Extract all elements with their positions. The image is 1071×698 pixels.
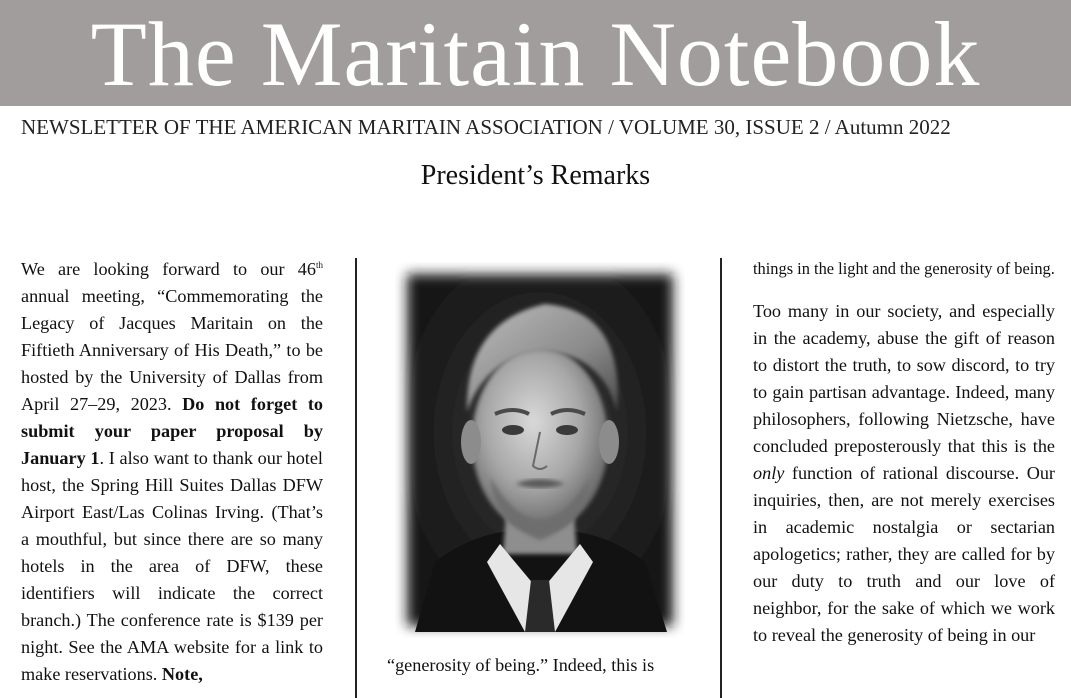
right-paragraph-1: things in the light and the generosity of being.: [753, 259, 1055, 278]
right-paragraph-2: [753, 298, 1055, 649]
left-text-3: . I also want to thank our hotel host, the Spring Hill Suites Dallas DFW Airport East/Las Colinas Irving. (That’s a mouthful, but since there are so many hotels in the area of DFW, these identifiers will indicate the correct branch.) The conference rate is $139 per night. See the AMA website for a link to make reservations.: [21, 448, 323, 684]
newsletter-title: The Maritain Notebook: [90, 3, 981, 105]
section-title: President’s Remarks: [420, 160, 651, 191]
right-column: [753, 256, 1055, 649]
left-paragraph: [21, 256, 323, 688]
portrait-photo: [395, 262, 685, 638]
left-text-1: We are looking forward to our 46: [21, 259, 316, 279]
middle-column-text: “generosity of being.” Indeed, this is: [387, 655, 655, 675]
left-text-2: annual meeting, “Commemorating the Legacy of Jacques Maritain on the Fiftieth Anniversary of His Death,” to be hosted by the University of Dallas from April 27–29, 2023.: [21, 286, 323, 414]
masthead-banner: [0, 0, 1071, 106]
ordinal-suffix: th: [315, 259, 323, 270]
note-label: Note,: [161, 664, 203, 684]
right-text-b: function of rational discourse. Our inquiries, then, are not merely exercises in academic nostalgia or sectarian apologetics; rather, they are called for by our duty to truth and our love of neighbor, for the sake of which we work to reveal the generosity of being in our: [753, 463, 1055, 645]
proposal-deadline-note: Do not forget to submit your paper proposal by January 1: [21, 394, 323, 468]
emphasis-only: only: [753, 463, 785, 483]
right-text-a: Too many in our society, and especially in the academy, abuse the gift of reason to distort the truth, to sow discord, to try to gain partisan advantage. Indeed, many philosophers, following Nietzsche, have concluded preposterously that this is the: [753, 301, 1055, 456]
column-divider-left: [355, 258, 357, 698]
newsletter-subheader: NEWSLETTER OF THE AMERICAN MARITAIN ASSOCIATION / VOLUME 30, ISSUE 2 / Autumn 2022: [21, 115, 951, 139]
left-column: [21, 256, 323, 688]
column-divider-right: [720, 258, 722, 698]
